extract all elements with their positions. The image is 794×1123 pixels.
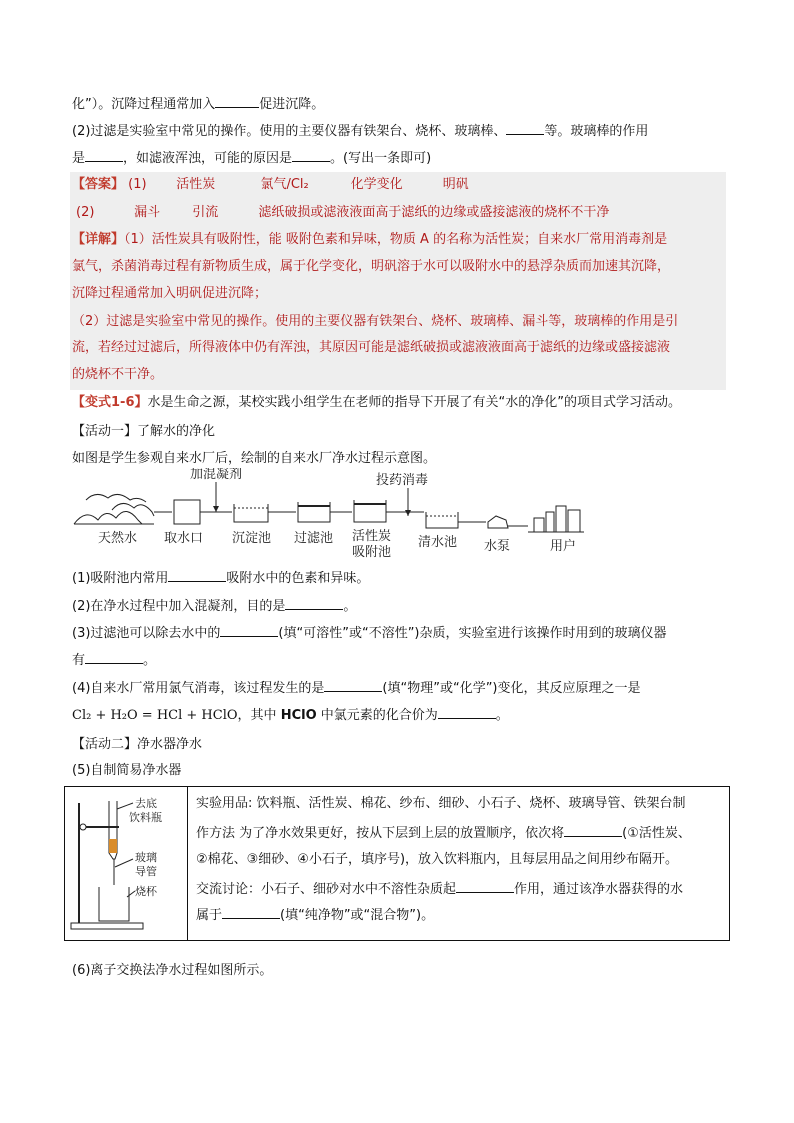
stand-base: [71, 923, 143, 929]
activity-2-title: 【活动二】净水器净水: [72, 737, 203, 752]
question-5: (5)自制简易净水器: [72, 763, 182, 778]
answer-label: 【答案】: [72, 177, 125, 192]
question-1: [72, 568, 369, 588]
variant-line: [72, 394, 681, 412]
question-6: (6)离子交换法净水过程如图所示。: [72, 963, 273, 978]
apparatus-label: 玻璃: [135, 851, 157, 864]
text-fragment: 。(写出一条即可): [330, 151, 432, 166]
detail-line: 流，若经过过滤后，所得液体中仍有浑浊，其原因可能是滤纸破损或滤液液面高于滤纸的边缘或盛接滤液: [72, 340, 671, 355]
text-fragment: (填“可溶性”或“不溶性”)杂质，实验室进行该操作时用到的玻璃仪器: [278, 626, 667, 641]
apparatus-label: 导管: [135, 865, 157, 878]
text-fragment: (填“物理”或“化学”)变化，其反应原理之一是: [382, 681, 641, 696]
answer-value: 活性炭: [176, 177, 216, 192]
text-fragment: 是: [72, 151, 86, 166]
text-fragment: 吸附水中的色素和异味。: [226, 571, 370, 586]
answer-blank[interactable]: [85, 650, 143, 664]
answer-row-2: [72, 204, 609, 222]
text-fragment: (1)吸附池内常用: [72, 571, 169, 586]
question-3-cont: [72, 650, 156, 670]
chemical-equation: Cl₂ + H₂O = HCl + HClO: [72, 708, 238, 723]
experiment-text-cell: [188, 787, 730, 941]
node-label: 活性炭: [352, 529, 392, 544]
detail-line: 沉降过程通常加入明矾促进沉降；: [72, 286, 268, 301]
variant-text: 水是生命之源，某校实践小组学生在老师的指导下开展了有关“水的净化”的项目式学习活动。: [147, 395, 681, 410]
answer-value: 引流: [192, 205, 219, 220]
answer-number: (2): [76, 205, 95, 220]
node-label: 吸附池: [352, 545, 392, 560]
node-label: 用户: [550, 539, 577, 554]
experiment-line: 实验用品: 饮料瓶、活性炭、棉花、纱布、细砂、小石子、烧杯、玻璃导管、铁架台制: [196, 796, 686, 811]
activity-1-intro: 如图是学生参观自来水厂后，绘制的自来水厂净水过程示意图。: [72, 451, 437, 466]
label-line: [117, 803, 133, 809]
detail-text: （1）活性炭具有吸附性，能 吸附色素和异味，物质 A 的名称为活性炭；自来水厂常用消毒剂是: [124, 232, 668, 247]
answer-blank[interactable]: [285, 596, 343, 610]
answer-blank[interactable]: [564, 823, 622, 837]
text-fragment: (3)过滤池可以除去水中的: [72, 626, 221, 641]
text-fragment: ，如滤液浑浊，可能的原因是: [123, 151, 293, 166]
apparatus-cell: [65, 787, 188, 941]
answer-value: 滤纸破损或滤液液面高于滤纸的边缘或盛接滤液的烧杯不干净: [258, 205, 610, 220]
answer-blank[interactable]: [456, 879, 514, 893]
city-buildings-icon: [528, 506, 584, 532]
text-fragment: 中氯元素的化合价为: [316, 708, 438, 723]
detail-line: （2）过滤是实验室中常见的操作。使用的主要仪器有铁架台、烧杯、玻璃棒、漏斗等，玻璃棒的作用是引: [72, 314, 679, 329]
experiment-line: [196, 823, 691, 843]
sediment-tank: [234, 504, 268, 522]
node-label: 水泵: [484, 539, 511, 554]
water-treatment-diagram: [72, 468, 602, 564]
clear-tank: [426, 512, 458, 528]
text-fragment: (4)自来水厂常用氯气消毒，该过程发生的是: [72, 681, 325, 696]
detail-line: 的烧杯不干净。: [72, 367, 164, 382]
process-label: 投药消毒: [376, 473, 429, 488]
answer-blank[interactable]: [168, 568, 226, 582]
question-4: [72, 678, 641, 698]
answer-blank[interactable]: [215, 94, 259, 108]
answer-value: 漏斗: [134, 205, 161, 220]
question-2: [72, 596, 356, 616]
answer-blank[interactable]: [506, 121, 544, 135]
node-label: 清水池: [418, 535, 458, 550]
answer-row-1: [72, 176, 469, 194]
text-fragment: 作用，通过该净水器获得的水: [514, 882, 684, 897]
label-line: [115, 859, 133, 867]
question-4-cont: [72, 705, 509, 725]
detail-label: 【详解】: [72, 232, 125, 247]
answer-blank[interactable]: [220, 623, 278, 637]
text-fragment: (2)过滤是实验室中常见的操作。使用的主要仪器有铁架台、烧杯、玻璃棒、: [72, 124, 507, 139]
text-fragment: 。: [343, 599, 357, 614]
apparatus-label: 烧杯: [135, 885, 157, 898]
question-3: [72, 623, 667, 643]
answer-blank[interactable]: [85, 148, 123, 162]
detail-line: [72, 231, 667, 249]
process-label: 加混凝剂: [190, 468, 243, 482]
question-text-line: [72, 121, 648, 141]
question-text-line: [72, 94, 324, 114]
experiment-line: [196, 905, 434, 925]
detail-line: 氯气，杀菌消毒过程有新物质生成，属于化学变化，明矾溶于水可以吸附水中的悬浮杂质而加速其沉降，: [72, 259, 671, 274]
mountains-icon: [74, 494, 154, 524]
apparatus-label: 饮料瓶: [129, 811, 162, 824]
answer-blank[interactable]: [324, 678, 382, 692]
text-fragment: (填“纯净物”或“混合物”)。: [280, 908, 435, 923]
question-text-line: [72, 148, 431, 168]
text-fragment: 等。玻璃棒的作用: [544, 124, 649, 139]
text-fragment: (①活性炭、: [622, 826, 691, 841]
arrow-head: [405, 510, 411, 516]
node-label: 过滤池: [294, 531, 334, 546]
filter-layers: [109, 839, 117, 853]
text-fragment: 。: [143, 653, 157, 668]
experiment-line: [196, 879, 683, 899]
variant-label: 【变式1-6】: [72, 395, 148, 410]
beaker-icon: [99, 887, 129, 921]
text-fragment: 。: [495, 708, 509, 723]
answer-value: 化学变化: [350, 177, 403, 192]
text-fragment: 促进沉降。: [259, 97, 325, 112]
text-fragment: 有: [72, 653, 86, 668]
answer-number: (1): [128, 177, 147, 192]
text-fragment: 作方法 为了净水效果更好，按从下层到上层的放置顺序，依次将: [196, 826, 565, 841]
chemical-formula: HClO: [280, 708, 317, 723]
water-filter-apparatus-figure: [65, 787, 187, 936]
experiment-line: ②棉花、③细砂、④小石子，填序号)，放入饮料瓶内，且每层用品之间用纱布隔开。: [196, 852, 679, 867]
text-fragment: (2)在净水过程中加入混凝剂，目的是: [72, 599, 286, 614]
answer-value: 明矾: [442, 177, 469, 192]
label-line: [127, 891, 135, 897]
answer-blank[interactable]: [222, 905, 280, 919]
text-fragment: ，其中: [237, 708, 281, 723]
answer-blank[interactable]: [292, 148, 330, 162]
text-fragment: 交流讨论：小石子、细砂对水中不溶性杂质起: [196, 882, 457, 897]
intake-box: [174, 500, 200, 524]
answer-value: 氯气/Cl₂: [260, 177, 309, 192]
node-label: 沉淀池: [232, 531, 272, 546]
text-fragment: 化”）。沉降过程通常加入: [72, 97, 216, 112]
clamp-knob: [80, 824, 86, 830]
pump-icon: [488, 516, 508, 528]
filter-experiment-table: [64, 786, 730, 941]
text-fragment: 属于: [196, 908, 223, 923]
activity-1-title: 【活动一】了解水的净化: [72, 424, 216, 439]
node-label: 取水口: [164, 531, 204, 546]
node-label: 天然水: [98, 531, 138, 546]
arrow-head: [213, 506, 219, 512]
apparatus-label: 去底: [135, 797, 157, 810]
answer-blank[interactable]: [438, 705, 496, 719]
